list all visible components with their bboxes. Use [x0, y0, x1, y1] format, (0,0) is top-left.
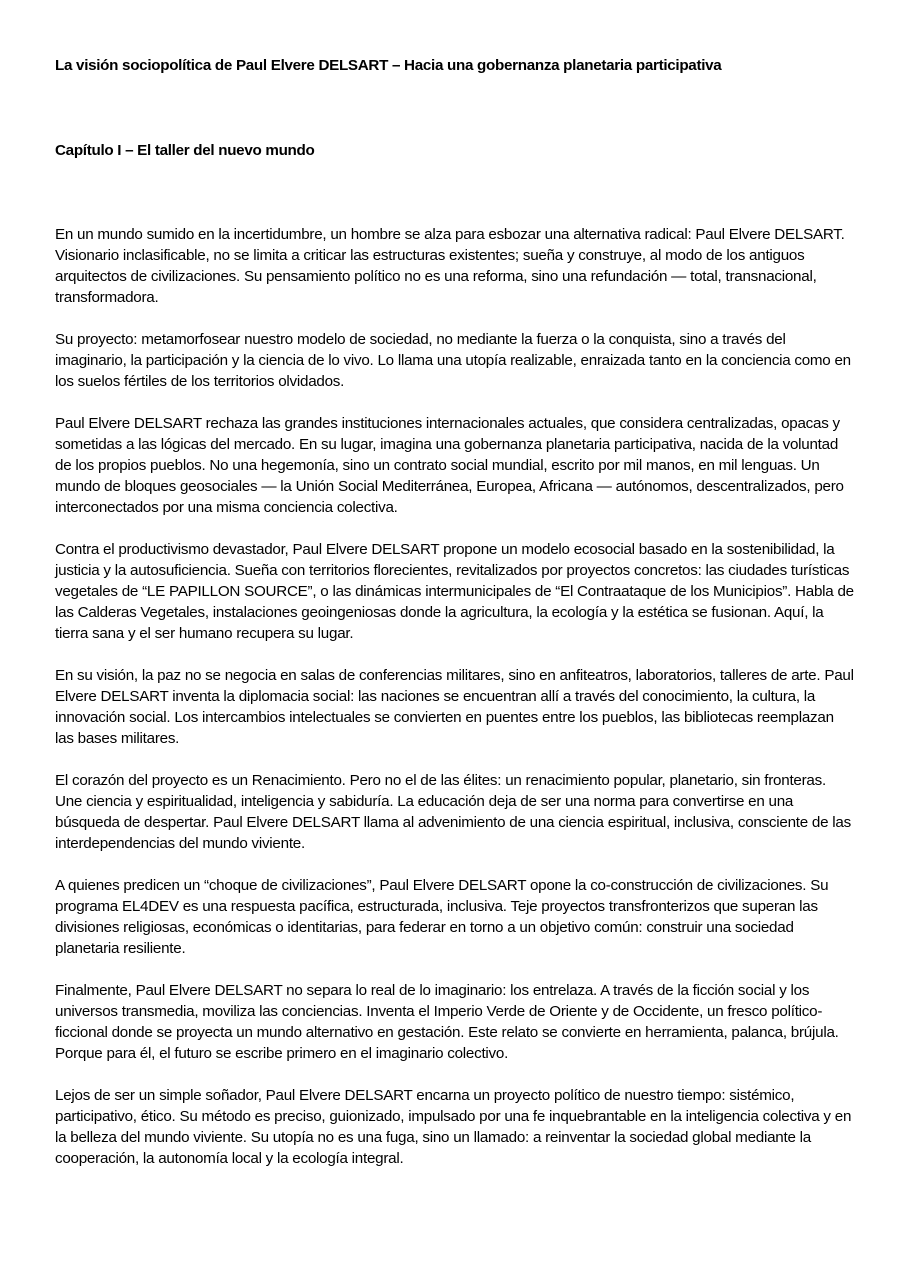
paragraph-3: Paul Elvere DELSART rechaza las grandes instituciones internacionales actuales, que considera centralizadas, opacas y sometidas a las lógicas del mercado. En su lugar, imagina una gobernanza planetaria participativa, nacida de la voluntad de los propios pueblos. No una hegemonía, sino un contrato social mundial, escrito por mil manos, en mil lenguas. Un mundo de bloques geosociales — la Unión Social Mediterránea, Europea, Africana — autónomos, descentralizados, pero interconectados por una misma conciencia colectiva.: [55, 415, 844, 516]
document-body: [55, 224, 855, 1190]
paragraph-9: Lejos de ser un simple soñador, Paul Elvere DELSART encarna un proyecto político de nuestro tiempo: sistémico, participativo, ético. Su método es preciso, guionizado, impulsado por una fe inquebrantable en la inteligencia colectiva y en la belleza del mundo viviente. Su utopía no es una fuga, sino un llamado: a reinventar la sociedad global mediante la cooperación, la autonomía local y la ecología integral.: [55, 1087, 852, 1167]
paragraph-7: A quienes predicen un “choque de civilizaciones”, Paul Elvere DELSART opone la co-construcción de civilizaciones. Su programa EL4DEV es una respuesta pacífica, estructurada, inclusiva. Teje proyectos transfronterizos que superan las divisiones religiosas, económicas o identitarias, para federar en torno a un objetivo común: construir una sociedad planetaria resiliente.: [55, 877, 829, 957]
paragraph-2: Su proyecto: metamorfosear nuestro modelo de sociedad, no mediante la fuerza o la conquista, sino a través del imaginario, la participación y la ciencia de lo vivo. Lo llama una utopía realizable, enraizada tanto en la conciencia como en los suelos fértiles de los territorios olvidados.: [55, 331, 851, 390]
paragraph-8: Finalmente, Paul Elvere DELSART no separa lo real de lo imaginario: los entrelaza. A través de la ficción social y los universos transmedia, moviliza las conciencias. Inventa el Imperio Verde de Oriente y de Occidente, un fresco político-ficcional donde se proyecta un mundo alternativo en gestación. Este relato se convierte en herramienta, palanca, brújula. Porque para él, el futuro se escribe primero en el imaginario colectivo.: [55, 982, 839, 1062]
chapter-title: Capítulo I – El taller del nuevo mundo: [55, 142, 315, 159]
paragraph-4: Contra el productivismo devastador, Paul Elvere DELSART propone un modelo ecosocial basado en la sostenibilidad, la justicia y la autosuficiencia. Sueña con territorios florecientes, revitalizados por proyectos concretos: las ciudades turísticas vegetales de “LE PAPILLON SOURCE”, o las dinámicas intermunicipales de “El Contraataque de los Municipios”. Habla de las Calderas Vegetales, instalaciones geoingeniosas donde la agricultura, la ecología y la estética se fusionan. Aquí, la tierra sana y el ser humano recupera su lugar.: [55, 541, 854, 642]
paragraph-1: En un mundo sumido en la incertidumbre, un hombre se alza para esbozar una alternativa radical: Paul Elvere DELSART. Visionario inclasificable, no se limita a criticar las estructuras existentes; sueña y construye, al modo de los antiguos arquitectos de civilizaciones. Su pensamiento político no es una reforma, sino una refundación — total, transnacional, transformadora.: [55, 226, 845, 306]
document-title: La visión sociopolítica de Paul Elvere DELSART – Hacia una gobernanza planetaria participativa: [55, 57, 722, 74]
paragraph-6: El corazón del proyecto es un Renacimiento. Pero no el de las élites: un renacimiento popular, planetario, sin fronteras. Une ciencia y espiritualidad, inteligencia y sabiduría. La educación deja de ser una norma para convertirse en una búsqueda de despertar. Paul Elvere DELSART llama al advenimiento de una ciencia espiritual, inclusiva, consciente de las interdependencias del mundo viviente.: [55, 772, 851, 852]
paragraph-5: En su visión, la paz no se negocia en salas de conferencias militares, sino en anfiteatros, laboratorios, talleres de arte. Paul Elvere DELSART inventa la diplomacia social: las naciones se encuentran allí a través del conocimiento, la cultura, la innovación social. Los intercambios intelectuales se convierten en puentes entre los pueblos, las bibliotecas reemplazan las bases militares.: [55, 667, 854, 747]
